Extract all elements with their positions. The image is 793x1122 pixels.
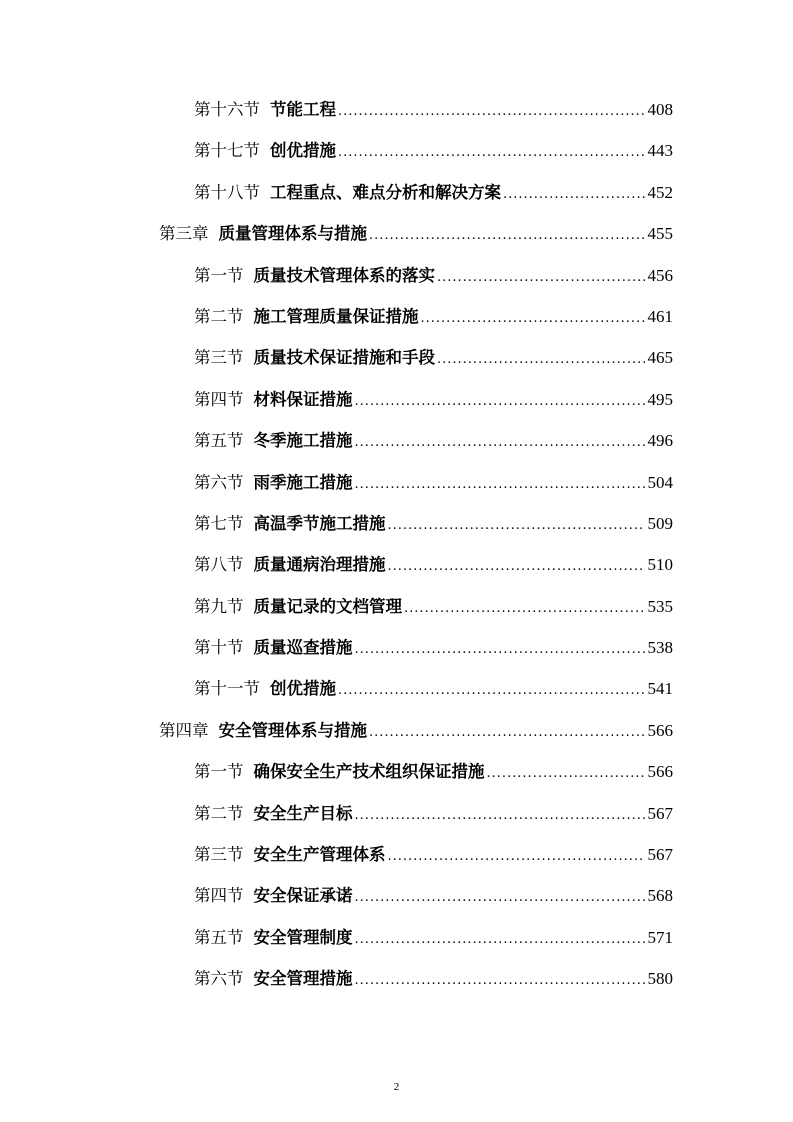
toc-section-number: 第十六节 bbox=[194, 100, 260, 119]
toc-section-number: 第四节 bbox=[194, 389, 244, 409]
toc-chapter-entry[interactable] bbox=[0, 710, 673, 751]
toc-section-title: 质量通病治理措施 bbox=[253, 555, 386, 575]
toc-chapter-number: 第四章 bbox=[159, 720, 209, 740]
toc-section-number: 第十一节 bbox=[194, 679, 260, 699]
toc-section-title: 安全生产管理体系 bbox=[253, 845, 386, 865]
toc-entry[interactable] bbox=[0, 834, 673, 875]
toc-dot-leader bbox=[487, 753, 645, 794]
toc-page-number: 408 bbox=[647, 100, 673, 119]
toc-entry[interactable] bbox=[0, 337, 673, 378]
toc-section-title: 质量技术保证措施和手段 bbox=[253, 348, 435, 368]
toc-section-number: 第五节 bbox=[194, 431, 244, 451]
toc-dot-leader bbox=[369, 712, 645, 753]
toc-dot-leader bbox=[338, 91, 645, 132]
toc-dot-leader bbox=[388, 546, 645, 587]
toc-page-number: 538 bbox=[647, 638, 673, 658]
toc-page-number: 510 bbox=[647, 555, 673, 575]
toc-section-title: 冬季施工措施 bbox=[253, 431, 353, 451]
toc-page-number: 443 bbox=[647, 141, 673, 161]
toc-section-number: 第五节 bbox=[194, 927, 244, 947]
toc-dot-leader bbox=[421, 298, 645, 339]
toc-dot-leader bbox=[355, 877, 645, 918]
toc-section-title: 质量巡查措施 bbox=[253, 638, 353, 658]
toc-page-number: 571 bbox=[647, 927, 673, 947]
toc-dot-leader bbox=[355, 629, 645, 670]
toc-entry[interactable] bbox=[0, 130, 673, 171]
toc-dot-leader bbox=[404, 588, 645, 629]
toc-entry[interactable] bbox=[0, 668, 673, 709]
toc-chapter-number: 第三章 bbox=[159, 224, 209, 244]
toc-entry[interactable] bbox=[0, 296, 673, 337]
toc-section-title: 创优措施 bbox=[270, 679, 336, 699]
toc-section-title: 工程重点、难点分析和解决方案 bbox=[270, 182, 501, 202]
toc-page-number: 496 bbox=[647, 431, 673, 451]
toc-dot-leader bbox=[355, 795, 645, 836]
toc-entry[interactable] bbox=[0, 172, 673, 213]
toc-section-title: 创优措施 bbox=[270, 141, 336, 161]
toc-dot-leader bbox=[388, 836, 645, 877]
toc-page-number: 452 bbox=[647, 182, 673, 202]
toc-dot-leader bbox=[338, 132, 645, 173]
toc-dot-leader bbox=[437, 257, 645, 298]
toc-dot-leader bbox=[355, 919, 645, 960]
toc-entry[interactable] bbox=[0, 875, 673, 916]
toc-section-number: 第四节 bbox=[194, 886, 244, 906]
toc-chapter-entry[interactable] bbox=[0, 213, 673, 254]
toc-entry[interactable] bbox=[0, 462, 673, 503]
toc-entry[interactable] bbox=[0, 751, 673, 792]
toc-section-number: 第一节 bbox=[194, 265, 244, 285]
toc-page-number: 566 bbox=[647, 762, 673, 782]
toc-entry[interactable] bbox=[0, 420, 673, 461]
toc-section-number: 第一节 bbox=[194, 762, 244, 782]
toc-page-number: 461 bbox=[647, 306, 673, 326]
toc-dot-leader bbox=[355, 960, 645, 1001]
toc-entry[interactable] bbox=[0, 627, 673, 668]
toc-section-title: 施工管理质量保证措施 bbox=[253, 306, 419, 326]
toc-entry[interactable] bbox=[0, 544, 673, 585]
toc-page-number: 567 bbox=[647, 803, 673, 823]
toc-page-number: 504 bbox=[647, 472, 673, 492]
toc-entry[interactable] bbox=[0, 503, 673, 544]
toc-entry[interactable] bbox=[0, 379, 673, 420]
toc-entry[interactable] bbox=[0, 917, 673, 958]
toc-section-number: 第六节 bbox=[194, 969, 244, 989]
toc-section-title: 高温季节施工措施 bbox=[253, 513, 386, 533]
page-footer-number: 2 bbox=[393, 1081, 400, 1093]
toc-section-title: 安全生产目标 bbox=[253, 803, 353, 823]
toc-section-number: 第十八节 bbox=[194, 182, 260, 202]
toc-page-number: 580 bbox=[647, 969, 673, 989]
toc-page-number: 509 bbox=[647, 513, 673, 533]
toc-dot-leader bbox=[437, 339, 645, 380]
toc-section-number: 第三节 bbox=[194, 845, 244, 865]
toc-page-number: 535 bbox=[647, 596, 673, 616]
toc-page-number: 541 bbox=[647, 679, 673, 699]
toc-section-number: 第八节 bbox=[194, 555, 244, 575]
toc-dot-leader bbox=[338, 670, 645, 711]
toc-page-number: 465 bbox=[647, 348, 673, 368]
toc-section-number: 第七节 bbox=[194, 513, 244, 533]
toc-section-title: 节能工程 bbox=[270, 100, 336, 119]
toc-page-number: 566 bbox=[647, 720, 673, 740]
toc-section-number: 第二节 bbox=[194, 803, 244, 823]
toc-entry[interactable] bbox=[0, 89, 673, 130]
toc-section-number: 第九节 bbox=[194, 596, 244, 616]
toc-entry[interactable] bbox=[0, 586, 673, 627]
toc-entry[interactable] bbox=[0, 958, 673, 999]
toc-dot-leader bbox=[355, 381, 645, 422]
toc-dot-leader bbox=[388, 505, 645, 546]
toc-section-title: 确保安全生产技术组织保证措施 bbox=[253, 762, 485, 782]
toc-section-number: 第十七节 bbox=[194, 141, 260, 161]
toc-section-title: 安全管理措施 bbox=[253, 969, 353, 989]
toc-section-title: 材料保证措施 bbox=[253, 389, 353, 409]
toc-section-number: 第三节 bbox=[194, 348, 244, 368]
toc-dot-leader bbox=[369, 215, 645, 256]
toc-page-number: 567 bbox=[647, 845, 673, 865]
toc-page-number: 568 bbox=[647, 886, 673, 906]
toc-dot-leader bbox=[355, 422, 645, 463]
toc-section-title: 雨季施工措施 bbox=[253, 472, 353, 492]
table-of-contents bbox=[0, 89, 793, 1000]
toc-section-title: 安全保证承诺 bbox=[253, 886, 353, 906]
toc-section-number: 第十节 bbox=[194, 638, 244, 658]
toc-page-number: 495 bbox=[647, 389, 673, 409]
toc-chapter-title: 质量管理体系与措施 bbox=[218, 224, 367, 244]
toc-section-title: 质量记录的文档管理 bbox=[253, 596, 402, 616]
toc-section-title: 质量技术管理体系的落实 bbox=[253, 265, 435, 285]
toc-dot-leader bbox=[503, 174, 645, 215]
toc-page-number: 456 bbox=[647, 265, 673, 285]
toc-section-title: 安全管理制度 bbox=[253, 927, 353, 947]
toc-dot-leader bbox=[355, 464, 645, 505]
toc-entry[interactable] bbox=[0, 793, 673, 834]
toc-entry[interactable] bbox=[0, 255, 673, 296]
toc-section-number: 第二节 bbox=[194, 306, 244, 326]
toc-chapter-title: 安全管理体系与措施 bbox=[218, 720, 367, 740]
toc-section-number: 第六节 bbox=[194, 472, 244, 492]
toc-page-number: 455 bbox=[647, 224, 673, 244]
